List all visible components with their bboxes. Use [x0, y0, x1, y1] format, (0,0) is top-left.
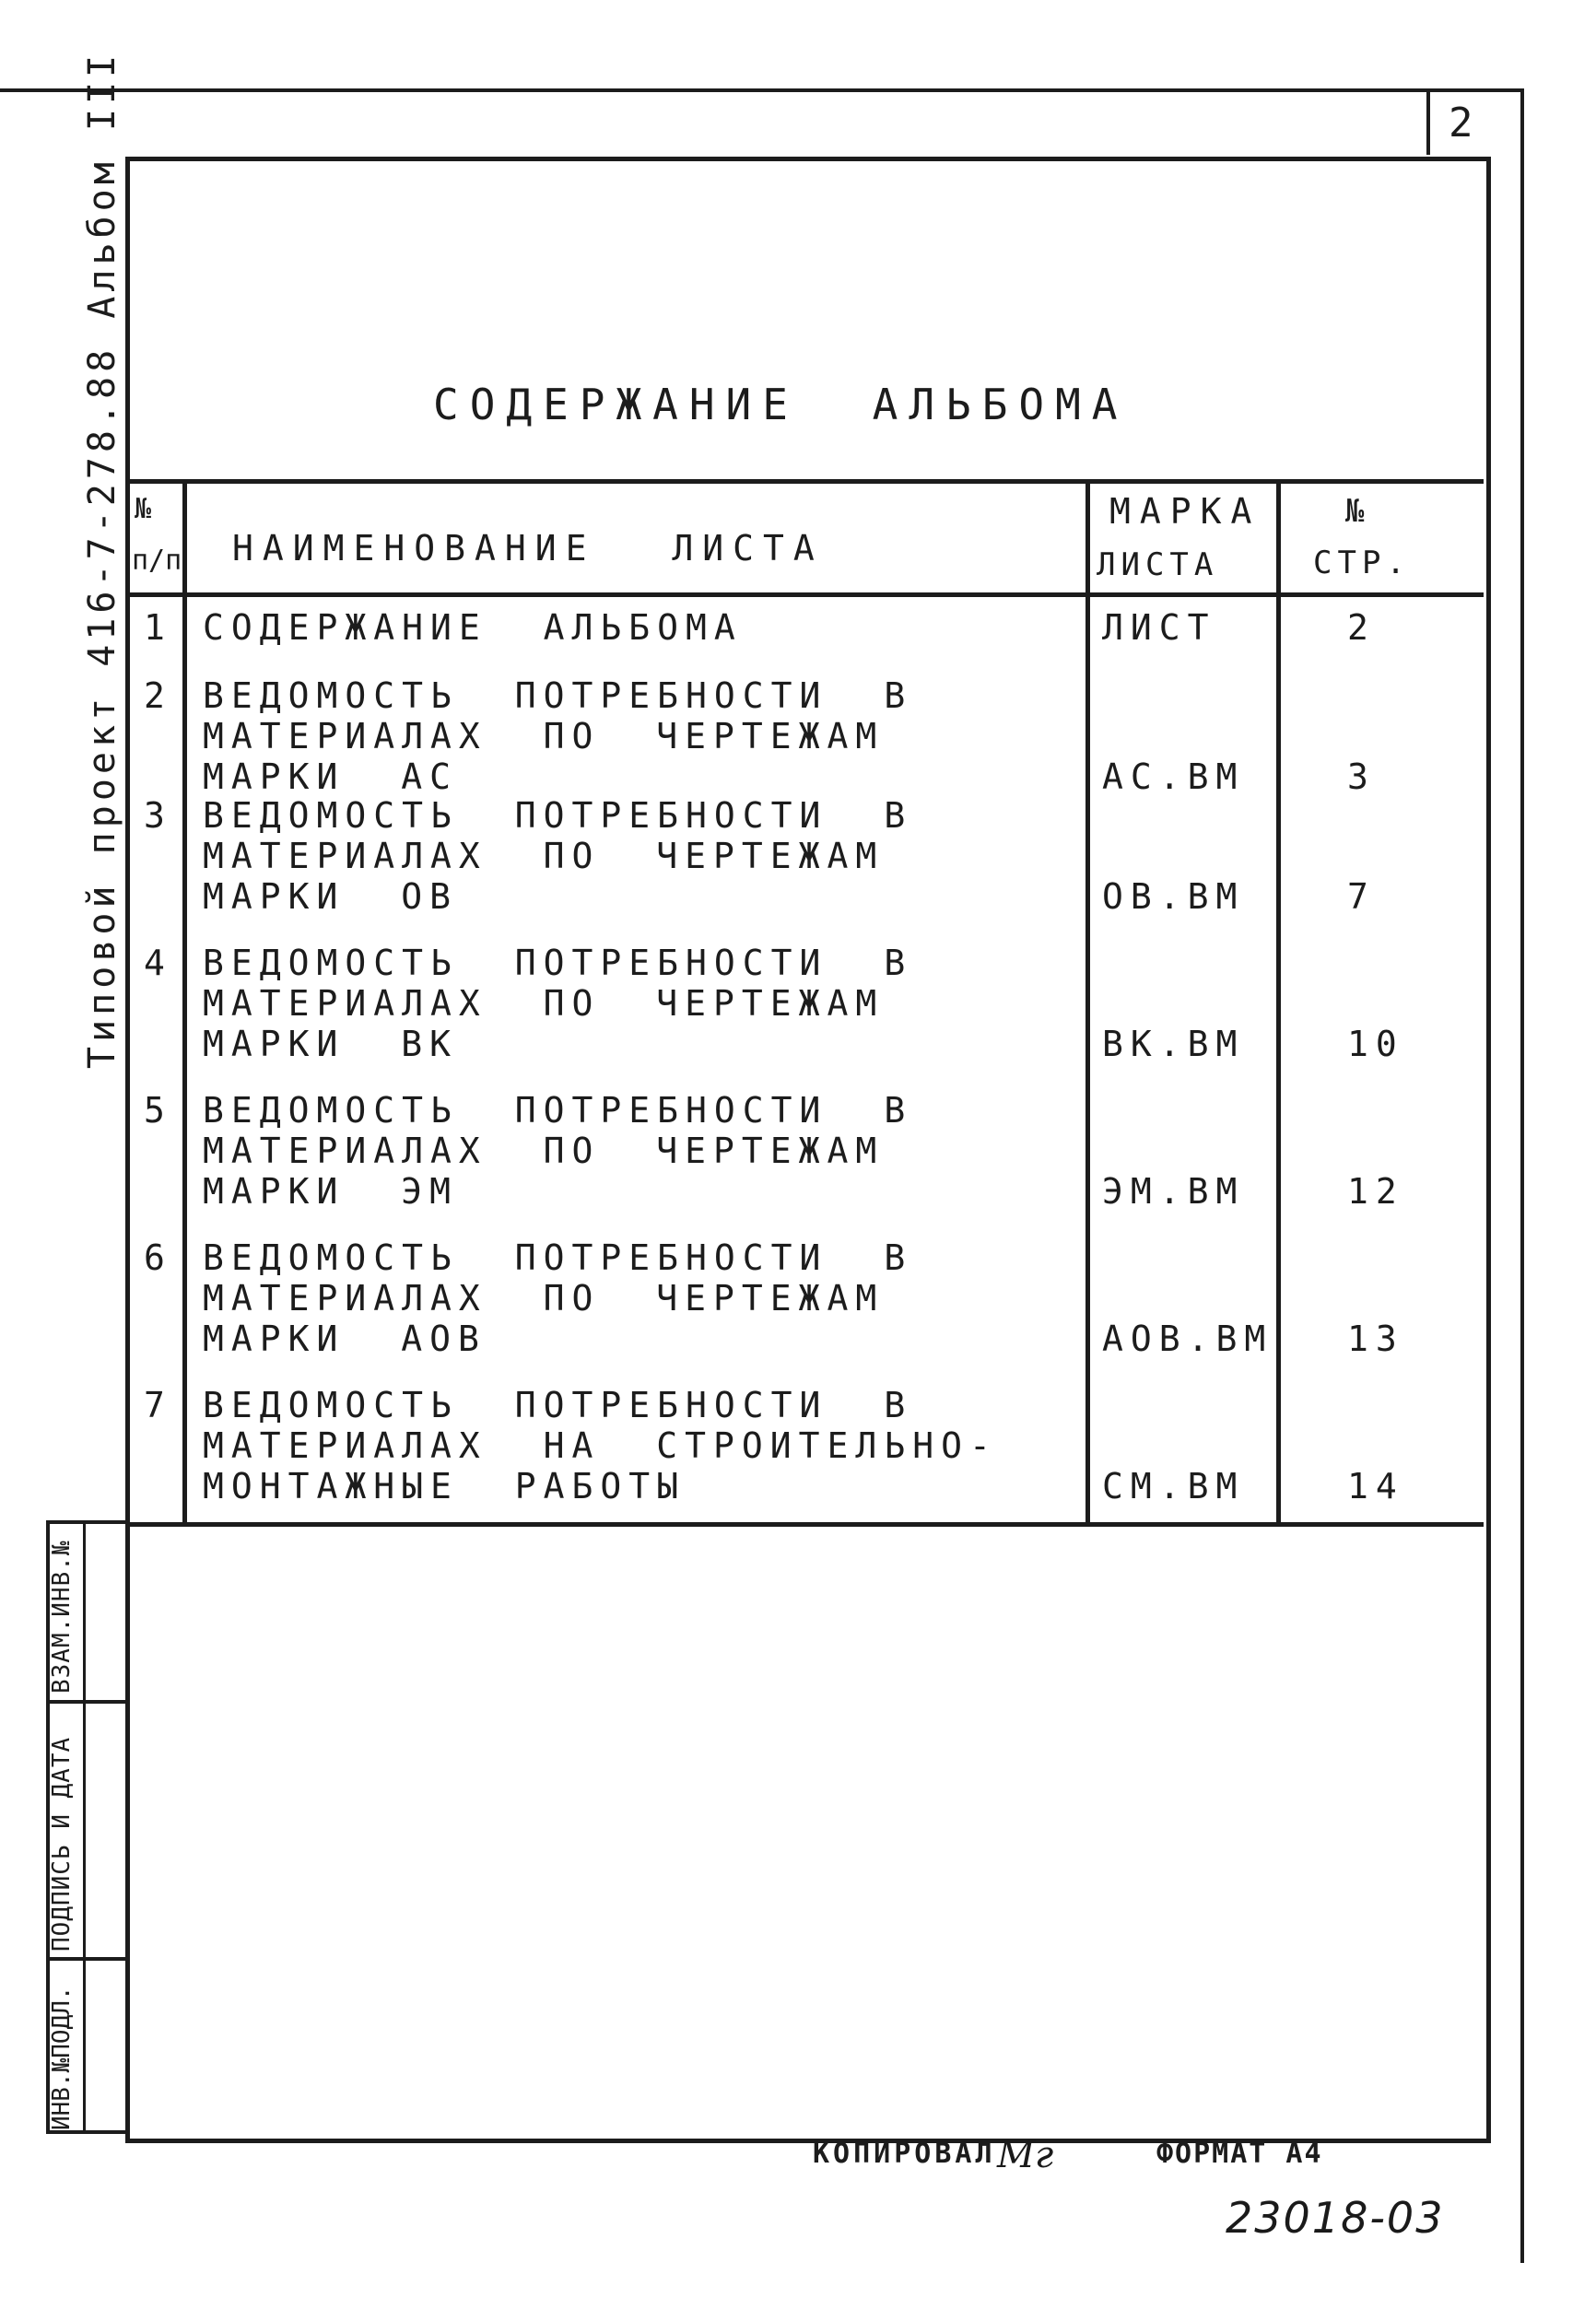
col-line-1	[182, 479, 187, 1525]
row-page: 14	[1347, 1466, 1404, 1506]
stamp-vzam-inv: ВЗАМ.ИНВ.№	[48, 1540, 76, 1694]
row-mark: ОВ.ВМ	[1102, 876, 1245, 917]
row-page: 12	[1347, 1171, 1404, 1212]
row-page: 3	[1347, 756, 1376, 797]
sheet-number-box-left	[1426, 88, 1430, 155]
row-mark: ВК.ВМ	[1102, 1024, 1245, 1064]
row-name-line: ВЕДОМОСТЬ ПОТРЕБНОСТИ В	[203, 795, 913, 836]
copied-label: КОПИРОВАЛ	[813, 2138, 996, 2170]
row-name-line: ВЕДОМОСТЬ ПОТРЕБНОСТИ В	[203, 675, 913, 716]
row-page: 10	[1347, 1024, 1404, 1064]
row-name-line: МАРКИ ОВ	[203, 876, 459, 917]
stamp-col-divider	[83, 1520, 86, 2134]
row-page: 7	[1347, 876, 1376, 917]
row-name-line: ВЕДОМОСТЬ ПОТРЕБНОСТИ В	[203, 1385, 913, 1425]
row-number: 3	[144, 795, 172, 836]
header-mark: МАРКА	[1109, 491, 1262, 532]
row-name-line: МАТЕРИАЛАХ ПО ЧЕРТЕЖАМ	[203, 836, 885, 876]
side-title: Типовой проект 416-7-278.88 Альбом III	[81, 50, 123, 1069]
row-name-line: МАРКИ ЭМ	[203, 1171, 459, 1212]
row-number: 4	[144, 943, 172, 983]
sheet-number: 2	[1449, 100, 1479, 147]
row-mark: ЭМ.ВМ	[1102, 1171, 1245, 1212]
top-border-line	[0, 88, 1520, 92]
row-name-line: МАТЕРИАЛАХ ПО ЧЕРТЕЖАМ	[203, 716, 885, 756]
col-line-3	[1276, 479, 1281, 1525]
row-number: 1	[144, 607, 172, 648]
stamp-divider-2	[46, 1957, 129, 1961]
row-name-line: ВЕДОМОСТЬ ПОТРЕБНОСТИ В	[203, 1237, 913, 1278]
row-number: 6	[144, 1237, 172, 1278]
row-name-line: МАРКИ АОВ	[203, 1319, 487, 1359]
row-name-line: МАТЕРИАЛАХ ПО ЧЕРТЕЖАМ	[203, 983, 885, 1024]
row-mark: АС.ВМ	[1102, 756, 1245, 797]
header-no: №	[135, 493, 154, 525]
stamp-inv-podl: ИНВ.№ПОДЛ.	[48, 1986, 76, 2130]
row-mark: АОВ.ВМ	[1102, 1319, 1273, 1359]
row-name-line: МАТЕРИАЛАХ ПО ЧЕРТЕЖАМ	[203, 1278, 885, 1319]
row-number: 5	[144, 1090, 172, 1131]
row-mark: СМ.ВМ	[1102, 1466, 1245, 1506]
row-name-line: МАРКИ ВК	[203, 1024, 459, 1064]
header-mark-2: ЛИСТА	[1097, 546, 1219, 583]
row-name-line: ВЕДОМОСТЬ ПОТРЕБНОСТИ В	[203, 1090, 913, 1131]
stamp-podpis-data: ПОДПИСЬ И ДАТА	[48, 1736, 76, 1952]
format-label: ФОРМАТ А4	[1156, 2138, 1323, 2170]
col-line-2	[1086, 479, 1090, 1525]
row-mark: ЛИСТ	[1102, 607, 1216, 648]
header-name: НАИМЕНОВАНИЕ ЛИСТА	[232, 528, 824, 569]
row-page: 13	[1347, 1319, 1404, 1359]
row-name-line: МАТЕРИАЛАХ ПО ЧЕРТЕЖАМ	[203, 1131, 885, 1171]
page-title: СОДЕРЖАНИЕ АЛЬБОМА	[433, 380, 1129, 429]
header-no-pp: п/п	[132, 545, 182, 577]
stamp-divider-1	[46, 1700, 129, 1704]
row-name-line: МАРКИ АС	[203, 756, 459, 797]
row-number: 2	[144, 675, 172, 716]
row-name-line: МОНТАЖНЫЕ РАБОТЫ	[203, 1466, 687, 1506]
row-page: 2	[1347, 607, 1376, 648]
doc-code: 23018-03	[1226, 2193, 1445, 2243]
row-number: 7	[144, 1385, 172, 1425]
copied-signature: Мг	[997, 2134, 1054, 2176]
row-name-line: СОДЕРЖАНИЕ АЛЬБОМА	[203, 607, 743, 648]
row-name-line: ВЕДОМОСТЬ ПОТРЕБНОСТИ В	[203, 943, 913, 983]
header-page-2: СТР.	[1313, 545, 1411, 581]
right-outer-line	[1520, 88, 1524, 2263]
header-page: №	[1345, 493, 1372, 530]
row-name-line: МАТЕРИАЛАХ НА СТРОИТЕЛЬНО-	[203, 1425, 998, 1466]
